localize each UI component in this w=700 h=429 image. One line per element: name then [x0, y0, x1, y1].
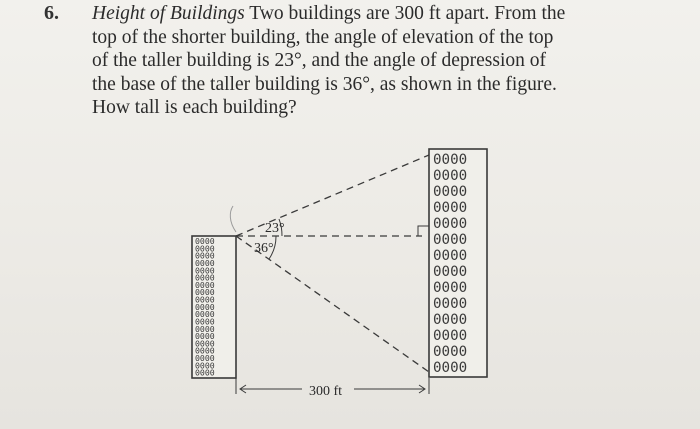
problem-line-5: How tall is each building?	[92, 97, 297, 118]
short-building-window-row: 0000	[195, 323, 215, 334]
pencil-mark	[230, 206, 236, 232]
problem-title: Height of Buildings	[92, 3, 245, 24]
short-building-window-row: 0000	[195, 257, 215, 268]
short-building-window-row: 0000	[195, 235, 215, 246]
short-building-window-row: 0000	[195, 243, 215, 254]
problem-line-3: of the taller building is 23°, and the angle of depression of	[92, 50, 547, 71]
tall-building-window-row: 0000	[433, 264, 468, 281]
short-building-window-row: 0000	[195, 301, 215, 312]
short-building-window-row: 0000	[195, 309, 215, 320]
short-building-window-row: 0000	[195, 316, 215, 327]
short-building-window-row: 0000	[195, 279, 215, 290]
tall-building-window-row: 0000	[433, 248, 468, 265]
short-building-window-row: 0000	[195, 331, 215, 342]
depression-sight-line	[236, 236, 429, 372]
tall-building-window-row: 0000	[433, 200, 468, 217]
tall-building-window-row: 0000	[433, 216, 468, 233]
tall-building-windows	[433, 152, 467, 376]
distance-label: 300 ft	[309, 384, 343, 399]
problem-line-1-text: Two buildings are 300 ft apart. From the	[244, 3, 566, 24]
short-building-window-row: 0000	[195, 287, 215, 298]
short-building-window-row: 0000	[195, 272, 215, 283]
short-building-window-row: 0000	[195, 250, 215, 261]
depression-angle-label: 36°	[254, 241, 274, 256]
short-building-window-row: 0000	[195, 338, 215, 349]
elevation-angle-label: 23°	[265, 221, 285, 236]
short-building-window-row: 0000	[195, 353, 215, 364]
tall-building	[429, 149, 487, 377]
short-building-window-row: 0000	[195, 345, 215, 356]
tall-building-window-row: 0000	[433, 152, 468, 169]
tall-building-window-row: 0000	[433, 296, 468, 313]
tall-building-window-row: 0000	[433, 232, 468, 249]
short-building-window-row: 0000	[195, 294, 215, 305]
tall-building-window-row: 0000	[433, 312, 468, 329]
tall-building-window-row: 0000	[433, 344, 468, 361]
problem-line-2: top of the shorter building, the angle of elevation of the top	[92, 26, 554, 48]
tall-building-window-row: 0000	[433, 280, 468, 297]
short-building-windows	[195, 236, 215, 378]
tall-building-window-row: 0000	[433, 168, 468, 185]
right-angle-marker	[418, 226, 429, 236]
problem-line-4: the base of the taller building is 36°, as shown in the figure.	[92, 73, 557, 95]
problem-number: 6.	[44, 2, 59, 24]
tall-building-window-row: 0000	[433, 360, 468, 377]
short-building-window-row: 0000	[195, 265, 215, 276]
short-building-window-row: 0000	[195, 367, 215, 378]
short-building-window-row: 0000	[195, 360, 215, 371]
short-building	[192, 236, 236, 378]
tall-building-window-row: 0000	[433, 184, 468, 201]
tall-building-window-row: 0000	[433, 328, 468, 345]
